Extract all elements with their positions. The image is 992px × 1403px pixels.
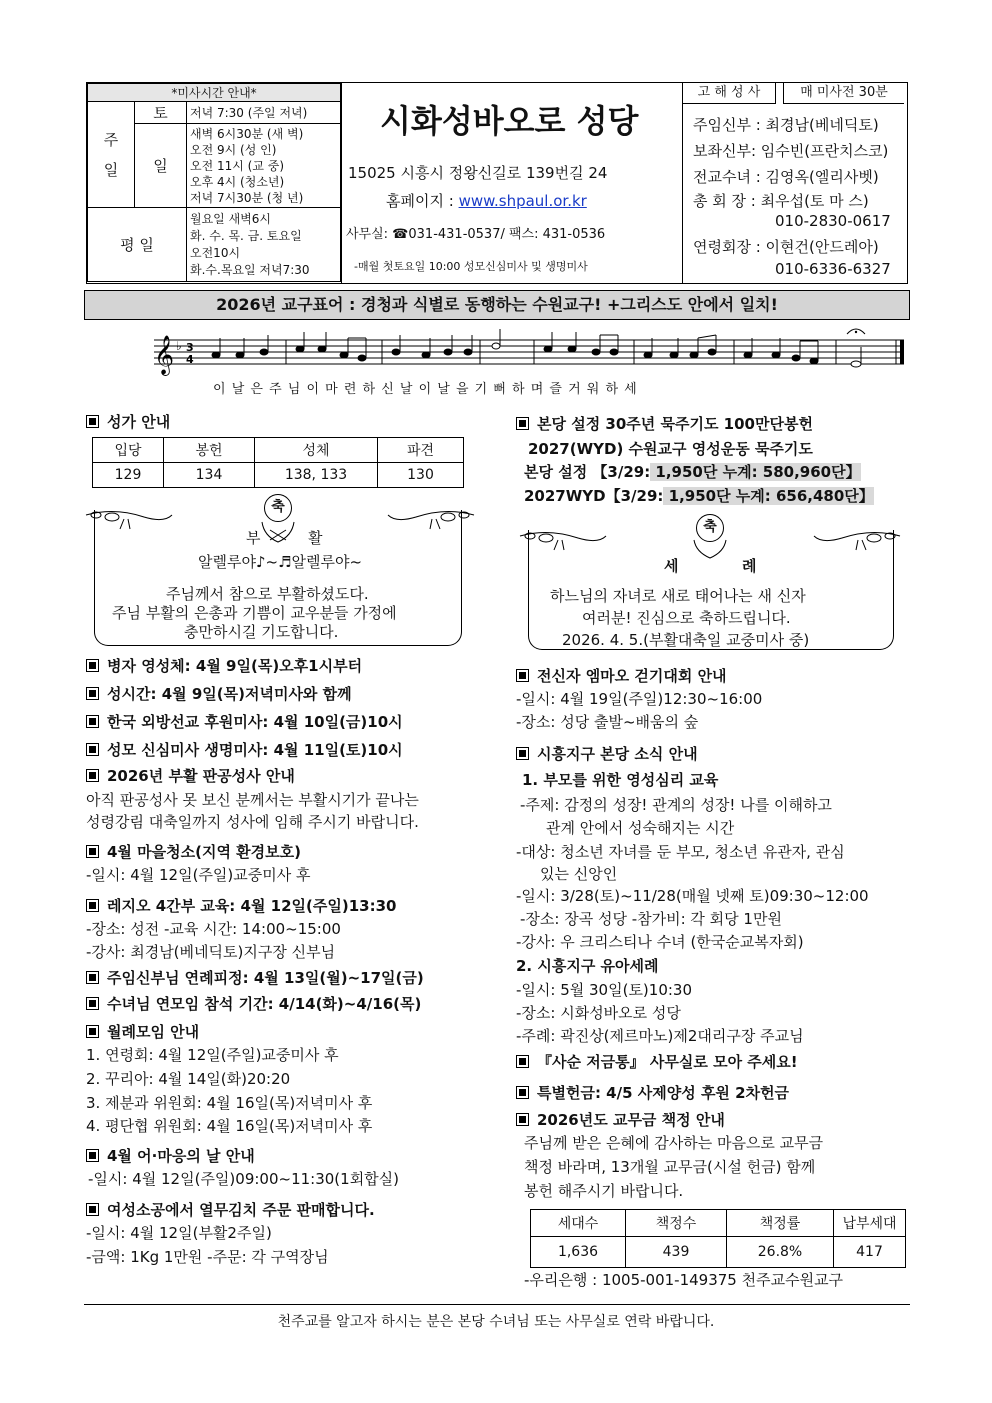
sister: 전교수녀 : 김영옥(엘리사벳) bbox=[693, 168, 879, 186]
meeting-item: 4. 평단협 위원회: 4월 16일(목)저녁미사 후 bbox=[86, 1117, 373, 1135]
emmaus-heading: 전신자 엠마오 걷기대회 안내 bbox=[516, 666, 727, 686]
easter-line: 충만하시길 기도합니다. bbox=[184, 623, 339, 641]
children-day-text: -일시: 4월 12일(주일)09:00~11:30(1회합실) bbox=[88, 1170, 400, 1188]
monthly-meetings-heading: 월례모임 안내 bbox=[86, 1022, 199, 1042]
footer-note: 천주교를 알고자 하시는 분은 본당 수녀님 또는 사무실로 연락 바랍니다. bbox=[277, 1314, 715, 1330]
children-day-heading: 4월 어·마응의 날 안내 bbox=[86, 1146, 255, 1166]
retreat-heading: 주임신부님 연례피정: 4월 13일(월)~17일(금) bbox=[86, 968, 424, 988]
dues-header: 세대수 bbox=[531, 1210, 626, 1237]
dues-value: 1,636 bbox=[531, 1237, 626, 1268]
dues-text: 책정 바라며, 13개월 교무금(시설 헌금) 함께 bbox=[524, 1158, 816, 1176]
laurel-icon bbox=[258, 520, 298, 546]
saturday-time: 저녁 7:30 (주일 저녁) bbox=[187, 102, 341, 124]
ribbon-left-icon bbox=[518, 526, 608, 552]
ribbon-right-icon bbox=[812, 526, 902, 552]
dues-table bbox=[530, 1209, 906, 1268]
dues-heading: 2026년도 교무금 책정 안내 bbox=[516, 1110, 725, 1130]
hymns-table bbox=[92, 437, 464, 488]
confession-label: 고 해 성 사 bbox=[683, 83, 776, 104]
kimchi-heading: 여성소공에서 열무김치 주문 판매합니다. bbox=[86, 1200, 375, 1220]
cleanup-text: -일시: 4월 12일(주일)교중미사 후 bbox=[86, 866, 311, 884]
easter-title-left: 부 bbox=[246, 529, 261, 547]
district-text: -대상: 청소년 자녀를 둔 부모, 청소년 유관자, 관심 bbox=[516, 843, 845, 861]
hymn-value: 134 bbox=[164, 463, 255, 488]
music-lyrics: 이 날 은 주 님 이 마 련 하 신 날 이 날 을 기 뻐 하 며 즐 거 워 하 세 bbox=[213, 382, 638, 397]
notice-heading: 한국 외방선교 후원미사: 4월 10일(금)10시 bbox=[86, 712, 403, 732]
legio-text: -강사: 최경남(베네딕토)지구장 신부님 bbox=[86, 943, 336, 961]
union-phone: 010-6336-6327 bbox=[775, 260, 891, 278]
svg-text:3: 3 bbox=[186, 341, 194, 354]
ribbon-right-icon bbox=[386, 505, 476, 531]
laurel-icon bbox=[690, 538, 730, 560]
confession-text: 성령강림 대축일까지 성사에 임해 주시기 바랍니다. bbox=[86, 813, 419, 831]
baptism-line: 하느님의 자녀로 새로 태어나는 새 신자 bbox=[550, 587, 806, 605]
baptism-line: 2026. 4. 5.(부활대축일 교중미사 중) bbox=[562, 631, 810, 649]
district-text: 있는 신앙인 bbox=[540, 865, 618, 883]
confession-time: 매 미사전 30분 bbox=[783, 83, 904, 104]
district-text: -강사: 우 크리스티나 수녀 (한국순교복자회) bbox=[516, 933, 804, 951]
mass-schedule-box bbox=[86, 82, 342, 284]
savings-heading: 『사순 저금통』 사무실로 모아 주세요! bbox=[516, 1052, 798, 1072]
dues-value: 439 bbox=[626, 1237, 727, 1268]
sister-meeting-heading: 수녀님 연모임 참석 기간: 4/14(화)~4/16(목) bbox=[86, 994, 421, 1014]
mass-title: *미사시간 안내* bbox=[88, 84, 341, 102]
district-subheading: 1. 부모를 위한 영성심리 교육 bbox=[522, 771, 719, 789]
dues-value: 417 bbox=[834, 1237, 906, 1268]
emmaus-text: -장소: 성당 출발~배움의 숲 bbox=[516, 713, 699, 731]
celebration-badge-icon: 축 bbox=[264, 494, 292, 522]
easter-line: 주님께서 참으로 부활하셨도다. bbox=[166, 585, 369, 603]
homepage: 홈페이지 : www.shpaul.or.kr bbox=[386, 192, 587, 210]
baptism-title-right: 례 bbox=[742, 557, 757, 575]
assistant-priest: 보좌신부: 임수빈(프란치스코) bbox=[693, 142, 889, 160]
notice-heading: 성모 신심미사 생명미사: 4월 11일(토)10시 bbox=[86, 740, 403, 760]
confession-text: 아직 판공성사 못 보신 분께서는 부활시기가 끝나는 bbox=[86, 791, 419, 809]
weekday-label: 평 일 bbox=[88, 208, 187, 282]
office-phone: 사무실: ☎031-431-0537/ 팩스: 431-0536 bbox=[346, 227, 606, 242]
rosary-heading: 본당 설정 30주년 묵주기도 100만단봉헌 bbox=[516, 414, 813, 434]
sunday-label: 주 일 bbox=[88, 102, 135, 208]
hymn-header: 파견 bbox=[378, 438, 464, 463]
baptism-title-left: 세 bbox=[664, 557, 679, 575]
dues-text: 주님께 받은 은혜에 감사하는 마음으로 교무금 bbox=[524, 1134, 824, 1152]
dues-header: 책정수 bbox=[626, 1210, 727, 1237]
district-text: -일시: 3/28(토)~11/28(매월 넷째 토)09:30~12:00 bbox=[516, 887, 869, 905]
district-text: -주례: 곽진상(제르마노)제2대리구장 주교님 bbox=[516, 1027, 804, 1045]
hymn-header: 봉헌 bbox=[164, 438, 255, 463]
easter-line: 주님 부활의 은총과 기쁨이 교우분들 가정에 bbox=[112, 604, 397, 622]
alleluia-text: 알렐루야♪~♬알렐루야~ bbox=[198, 553, 363, 571]
kimchi-text: -일시: 4월 12일(부활2주일) bbox=[86, 1224, 272, 1242]
bank-account: -우리은행 : 1005-001-149375 천주교수원교구 bbox=[524, 1271, 844, 1289]
hymn-value: 130 bbox=[378, 463, 464, 488]
svg-text:4: 4 bbox=[186, 353, 194, 366]
hymn-value: 129 bbox=[93, 463, 164, 488]
rosary-wyd-count: 2027WYD【3/29: 1,950단 누계: 656,480단】 bbox=[524, 487, 874, 505]
council-president: 총 회 장 : 최우섭(토 마 스) bbox=[693, 192, 869, 210]
hymns-heading: 성가 안내 bbox=[86, 412, 170, 432]
district-text: -장소: 시화성바오로 성당 bbox=[516, 1004, 681, 1022]
sunday-times: 새벽 6시30분 (새 벽) 오전 9시 (성 인) 오전 11시 (교 중) 오후 4시 (청소년) 저녁 7시30분 (청 년) bbox=[187, 124, 341, 208]
notice-heading: 성시간: 4월 9일(목)저녁미사와 함께 bbox=[86, 684, 352, 704]
dues-header: 책정률 bbox=[727, 1210, 834, 1237]
homepage-link[interactable]: www.shpaul.or.kr bbox=[458, 192, 587, 210]
dues-header: 납부세대 bbox=[834, 1210, 906, 1237]
footer-divider bbox=[84, 1304, 910, 1305]
cleanup-heading: 4월 마을청소(지역 환경보호) bbox=[86, 842, 301, 862]
weekday-times: 월요일 새벽6시 화. 수. 목. 금. 토요일 오전10시 화.수.목요일 저녁7:30 bbox=[187, 208, 341, 282]
celebration-badge-icon: 축 bbox=[696, 514, 724, 542]
rosary-subtitle: 2027(WYD) 수원교구 영성운동 묵주기도 bbox=[528, 440, 813, 458]
district-text: -주제: 감정의 성장! 관계의 성장! 나를 이해하고 bbox=[520, 796, 832, 814]
church-name: 시화성바오로 성당 bbox=[380, 102, 639, 140]
church-address: 15025 시흥시 정왕신길로 139번길 24 bbox=[348, 164, 608, 182]
district-text: -장소: 장곡 성당 -참가비: 각 회당 1만원 bbox=[520, 910, 782, 928]
emmaus-text: -일시: 4월 19일(주일)12:30~16:00 bbox=[516, 690, 763, 708]
district-text: -일시: 5월 30일(토)10:30 bbox=[516, 981, 693, 999]
hymn-header: 성체 bbox=[255, 438, 378, 463]
meeting-item: 3. 제분과 위원회: 4월 16일(목)저녁미사 후 bbox=[86, 1094, 373, 1112]
legio-text: -장소: 성전 -교육 시간: 14:00~15:00 bbox=[86, 920, 341, 938]
union-president: 연령회장 : 이현건(안드레아) bbox=[693, 238, 879, 256]
hymn-value: 138, 133 bbox=[255, 463, 378, 488]
pastor: 주임신부 : 최경남(베네딕토) bbox=[693, 116, 879, 134]
district-text: 관계 안에서 성숙해지는 시간 bbox=[546, 819, 735, 837]
district-subheading: 2. 시흥지구 유아세례 bbox=[516, 957, 659, 975]
notice-heading: 병자 영성체: 4월 9일(목)오후1시부터 bbox=[86, 656, 362, 676]
ribbon-left-icon bbox=[84, 505, 174, 531]
diocese-motto: 2026년 교구표어 : 경청과 식별로 동행하는 수원교구! +그리스도 안에서 일치! bbox=[84, 290, 910, 320]
president-phone: 010-2830-0617 bbox=[775, 212, 891, 230]
svg-text:𝄞: 𝄞 bbox=[154, 335, 175, 375]
district-heading: 시흥지구 본당 소식 안내 bbox=[516, 744, 698, 764]
confession-heading: 2026년 부활 판공성사 안내 bbox=[86, 766, 295, 786]
hymn-header: 입당 bbox=[93, 438, 164, 463]
music-score bbox=[150, 326, 910, 380]
legio-heading: 레지오 4간부 교육: 4월 12일(주일)13:30 bbox=[86, 896, 396, 916]
meeting-item: 1. 연령회: 4월 12일(주일)교중미사 후 bbox=[86, 1046, 339, 1064]
easter-title-right: 활 bbox=[308, 529, 323, 547]
dues-value: 26.8% bbox=[727, 1237, 834, 1268]
svg-text:♭: ♭ bbox=[176, 339, 182, 353]
rosary-parish-count: 본당 설정 【3/29: 1,950단 누계: 580,960단】 bbox=[524, 463, 861, 481]
special-offering-heading: 특별헌금: 4/5 사제양성 후원 2차헌금 bbox=[516, 1083, 789, 1103]
saturday-label: 토 bbox=[135, 102, 187, 124]
dues-text: 봉헌 해주시기 바랍니다. bbox=[524, 1182, 684, 1200]
baptism-line: 여러분! 진심으로 축하드립니다. bbox=[582, 609, 791, 627]
sun-label: 일 bbox=[135, 124, 187, 208]
staff-box bbox=[682, 82, 908, 284]
monthly-mass-note: -매월 첫토요일 10:00 성모신심미사 및 생명미사 bbox=[354, 260, 588, 273]
kimchi-text: -금액: 1Kg 1만원 -주문: 각 구역장님 bbox=[86, 1248, 329, 1266]
meeting-item: 2. 꾸리아: 4월 14일(화)20:20 bbox=[86, 1070, 291, 1088]
church-info bbox=[342, 82, 682, 284]
